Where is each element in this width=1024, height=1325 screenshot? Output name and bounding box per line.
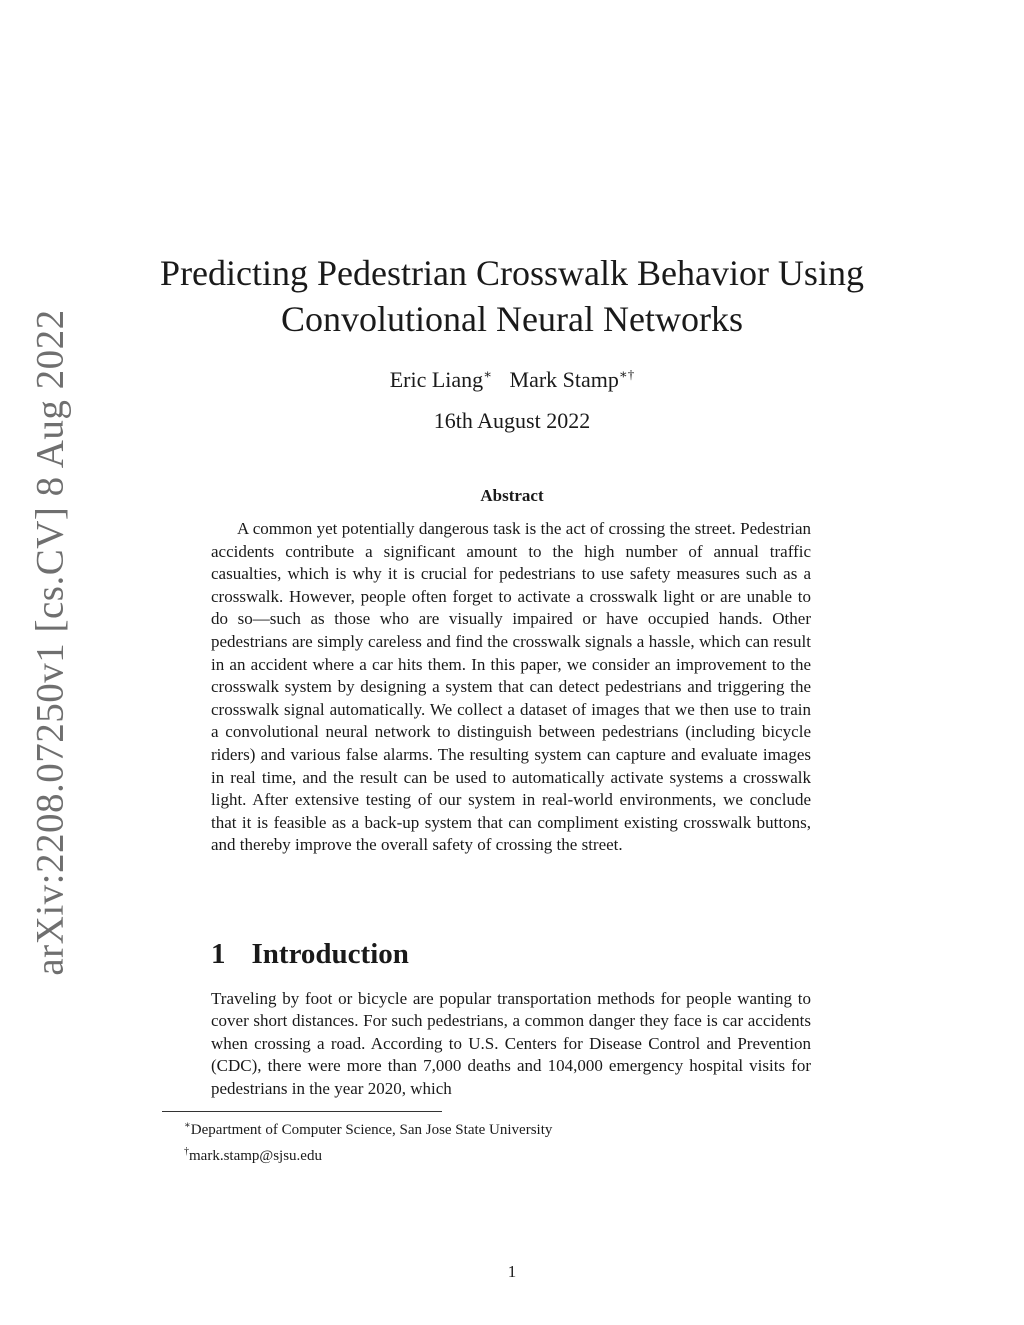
footnote-text: mark.stamp@sjsu.edu (189, 1148, 322, 1164)
author-1 (390, 367, 492, 392)
footnote-separator (162, 1111, 442, 1112)
author-1-name: Eric Liang (389, 367, 484, 393)
section-number: 1 (211, 938, 226, 970)
paper-title: Predicting Pedestrian Crosswalk Behavior Using Convolutional Neural Networks (160, 253, 864, 339)
author-2 (510, 367, 635, 392)
author-1-affiliation-mark: ∗ (483, 367, 493, 382)
footnote-mark: ∗ (184, 1120, 191, 1131)
abstract-body: A common yet potentially dangerous task is the act of crossing the street. Pedestrian accidents contribute a significant amount to the high number of annual traffic casualties, which is why it is crucial for pedestrians to use safety measures such as a crosswalk. However, people often forget to activate a crosswalk light or are unable to do so—such as those who are visually impaired or have occupied hands. Other pedestrians are simply careless and find the crosswalk signals a hassle, which can result in an accident where a car hits them. In this paper, we consider an improvement to the crosswalk system by designing a system that can detect pedestrians and triggering the crosswalk signal automatically. We collect a dataset of images that we then use to train a convolutional neural network to distinguish between pedestrians (including bicycle riders) and various false alarms. The resulting system can capture and evaluate images in real time, and the result can be used to automatically activate systems a crosswalk light. After extensive testing of our system in real-world environments, we conclude that it is feasible as a back-up system that can compliment existing crosswalk buttons, and thereby improve the overall safety of crossing the street. (211, 519, 811, 855)
arxiv-identifier-text: arXiv:2208.07250v1 [cs.CV] 8 Aug 2022 (28, 308, 72, 976)
section-heading-introduction (211, 934, 409, 974)
author-2-name: Mark Stamp (509, 367, 619, 393)
introduction-body: Traveling by foot or bicycle are popular transportation methods for people wanting to cover short distances. For such pedestrians, a common danger they face is car accidents when crossing a road. According to U.S. Centers for Disease Control and Prevention (CDC), there were more than 7,000 deaths and 104,000 emergency hospital visits for pedestrians in the year 2020, which (211, 989, 811, 1098)
section-title: Introduction (251, 938, 409, 970)
footnote-email (184, 1141, 824, 1167)
publication-date: 16th August 2022 (433, 408, 591, 433)
abstract-heading: Abstract (480, 486, 544, 505)
author-list (150, 360, 874, 395)
arxiv-identifier-stamp (20, 308, 80, 976)
footnote-affiliation (184, 1115, 824, 1141)
footnote-mark: † (184, 1146, 189, 1157)
footnotes (184, 1115, 824, 1167)
author-2-affiliation-mark: ∗† (618, 367, 635, 382)
page-number: 1 (507, 1262, 517, 1281)
footnote-text: Department of Computer Science, San Jose State University (190, 1122, 553, 1138)
